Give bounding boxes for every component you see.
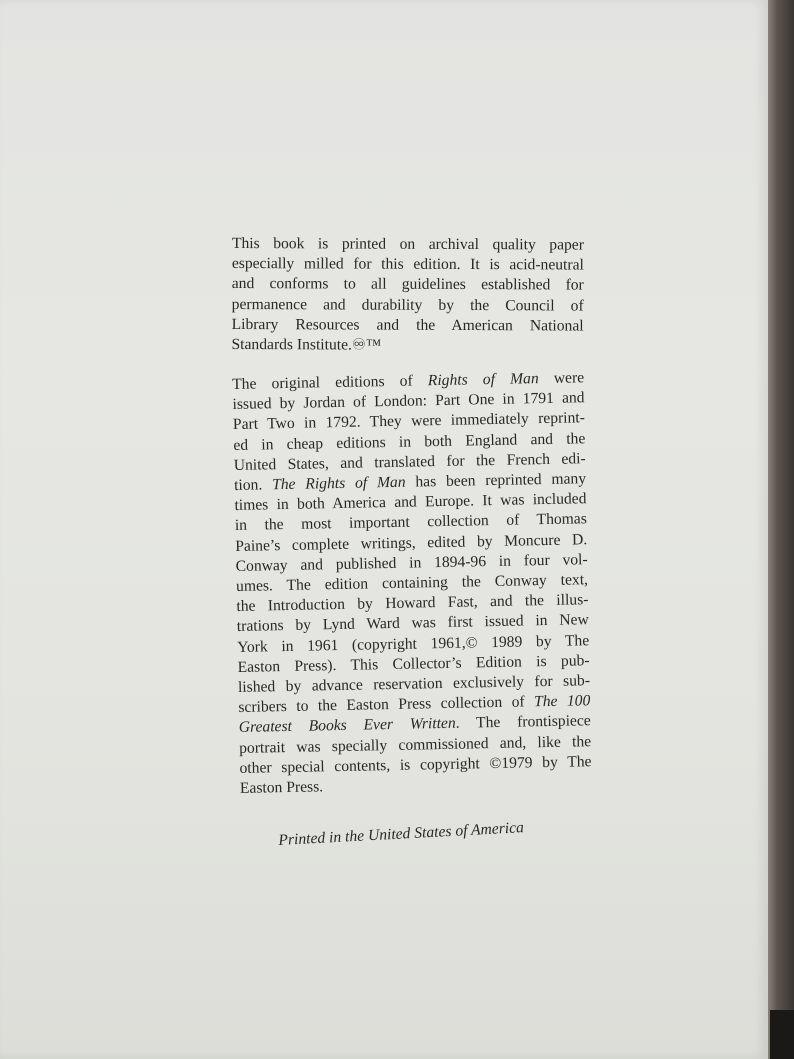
text-line: times in both America and Europe. It was included — [234, 490, 587, 515]
text-line: trations by Lynd Ward was first issued in New — [236, 611, 589, 636]
text-line: Part Two in 1792. They were immediately reprint- — [232, 409, 586, 434]
book-cover-corner — [770, 1010, 794, 1059]
text-segment: . The frontispiece — [455, 712, 591, 733]
colophon-text — [231, 234, 592, 799]
text-line: portrait was specially commissioned and, like the — [239, 733, 592, 757]
text-line: Conway and published in 1894-96 in four vol- — [235, 551, 588, 576]
text-line: York in 1961 (copyright 1961,© 1989 by The — [237, 632, 590, 656]
text-segment: scribers to the Easton Press collection of — [238, 693, 535, 717]
text-line: Paine’s complete writings, edited by Moncure D. — [235, 531, 588, 555]
text-line: umes. The edition containing the Conway text, — [235, 571, 589, 596]
text-segment: were — [538, 369, 585, 388]
text-line: This book is printed on archival quality paper — [231, 234, 584, 254]
text-line: United States, and translated for the French edi- — [233, 450, 586, 475]
text-line: Easton Press. — [239, 778, 324, 798]
book-title: The Rights of Man — [271, 473, 406, 494]
text-line: Easton Press). This Collector’s Edition is pub- — [237, 652, 590, 677]
edition-history-paragraph — [232, 368, 592, 799]
text-line: especially milled for this edition. It is acid-neutral — [231, 255, 584, 274]
printed-in-line: Printed in the United States of America — [278, 819, 525, 849]
text-line: Standards Institute.♾™ — [231, 336, 382, 354]
book-title: Rights of Man — [427, 370, 539, 390]
text-line: and conforms to all guidelines established for — [231, 275, 584, 294]
page-edge — [768, 0, 794, 1059]
text-line: other special contents, is copyright ©1979 by The — [239, 753, 592, 778]
collection-title: The 100 — [533, 692, 591, 711]
text-line: in the most important collection of Thomas — [234, 510, 587, 535]
text-line: lished by advance reservation exclusively for sub- — [237, 672, 591, 697]
text-line: issued by Jordan of London: Part One in 1791 and — [232, 389, 585, 414]
text-line: ed in cheap editions in both England and the — [233, 430, 586, 454]
text-segment: has been reprinted many — [405, 470, 587, 491]
text-segment: tion. — [233, 476, 273, 495]
text-line: Library Resources and the American National — [231, 315, 584, 335]
paper-quality-paragraph — [231, 234, 584, 357]
text-line: the Introduction by Howard Fast, and the illus- — [236, 591, 589, 616]
text-segment: The original editions of — [232, 372, 428, 394]
text-line: permanence and durability by the Council of — [231, 295, 584, 315]
collection-title: Greatest Books Ever Written — [238, 715, 456, 737]
